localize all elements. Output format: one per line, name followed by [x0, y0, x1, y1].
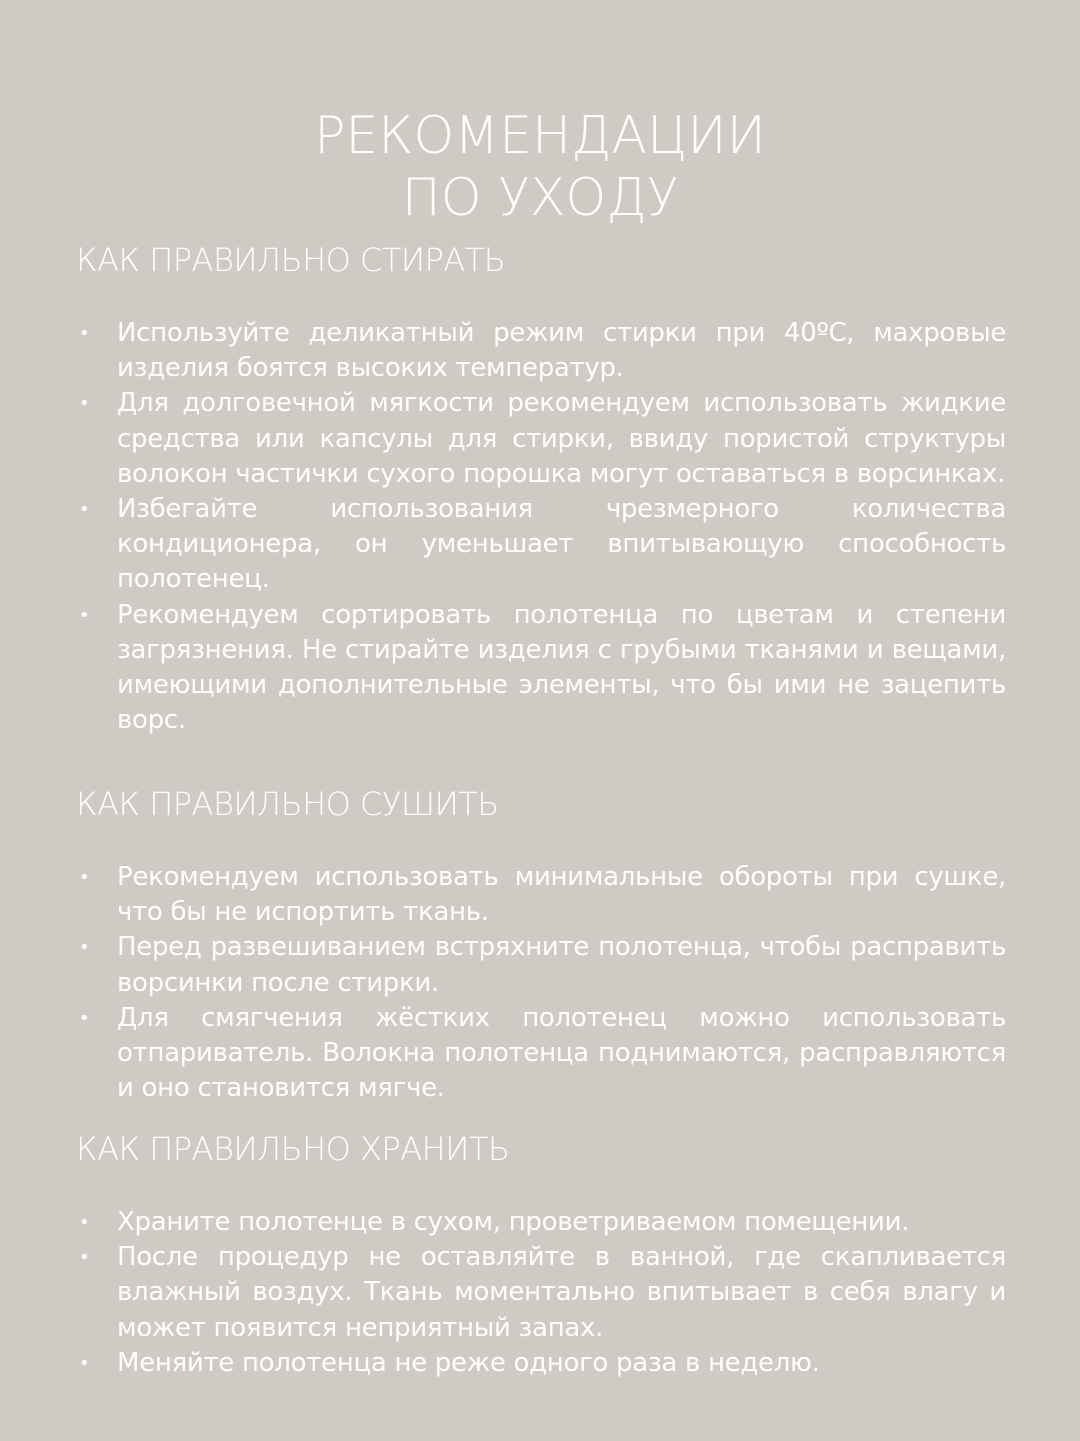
list-item — [76, 316, 1006, 386]
bullet-icon: • — [79, 1007, 90, 1029]
bullet-icon: • — [79, 1352, 90, 1374]
section-washing — [76, 240, 1006, 738]
section-heading-drying: КАК ПРАВИЛЬНО СУШИТЬ — [76, 785, 499, 823]
section-heading-washing: КАК ПРАВИЛЬНО СТИРАТЬ — [76, 241, 506, 279]
bullet-icon: • — [79, 937, 90, 959]
bullet-icon: • — [79, 1247, 90, 1269]
washing-list — [76, 316, 1006, 738]
list-item — [76, 1001, 1006, 1107]
bullet-icon: • — [79, 867, 90, 888]
list-item-text: Для смягчения жёстких полотенец можно использовать отпариватель. Волокна полотенца поднимаются, расправляются и оно становится мягче. — [117, 1002, 1006, 1104]
page-title-line-1: РЕКОМЕНДАЦИИ — [314, 105, 766, 166]
list-item-text: Рекомендуем сортировать полотенца по цветам и степени загрязнения. Не стирайте изделия с грубыми тканями и вещами, имеющими дополнительные элементы, что бы ими не зацепить ворс. — [117, 599, 1006, 736]
list-item-text: Рекомендуем использовать минимальные обороты при сушке, что бы не испортить ткань. — [117, 862, 1006, 928]
list-item — [76, 860, 1006, 930]
list-item-text: Для долговечной мягкости рекомендуем использовать жидкие средства или капсулы для стирки, ввиду пористой структуры волокон частички сухого порошка могут оставаться в ворсинках. — [117, 388, 1006, 489]
storing-list — [76, 1205, 1006, 1381]
page-title-line-2: ПО УХОДУ — [401, 167, 679, 228]
list-item-text: Избегайте использования чрезмерного количества кондиционера, он уменьшает впитывающую способность полотенец. — [117, 494, 1006, 595]
list-item — [76, 386, 1006, 492]
list-item-text: После процедур не оставляйте в ванной, где скапливается влажный воздух. Ткань моментально впитывает в себя влагу и может появится неприятный запах. — [117, 1242, 1006, 1343]
list-item-text: Меняйте полотенца не реже одного раза в неделю. — [117, 1347, 820, 1378]
list-item — [76, 598, 1006, 739]
section-heading-storing: КАК ПРАВИЛЬНО ХРАНИТЬ — [76, 1130, 510, 1168]
bullet-icon: • — [79, 604, 90, 626]
bullet-icon: • — [79, 499, 90, 521]
drying-list — [76, 860, 1006, 1106]
page-title — [0, 105, 1080, 229]
list-item — [76, 1346, 1006, 1381]
list-item-text: Перед развешиванием встряхните полотенца, чтобы расправить ворсинки после стирки. — [117, 932, 1006, 998]
section-drying — [76, 784, 1006, 1106]
bullet-icon: • — [79, 1212, 90, 1233]
list-item — [76, 492, 1006, 598]
list-item-text: Храните полотенце в сухом, проветриваемом помещении. — [117, 1207, 910, 1237]
section-storing — [76, 1129, 1006, 1381]
list-item — [76, 1240, 1006, 1346]
bullet-icon: • — [79, 393, 90, 415]
list-item — [76, 930, 1006, 1000]
bullet-icon: • — [79, 323, 90, 344]
list-item — [76, 1205, 1006, 1240]
list-item-text: Используйте деликатный режим стирки при 40ºС, махровые изделия боятся высоких температур. — [117, 318, 1006, 384]
